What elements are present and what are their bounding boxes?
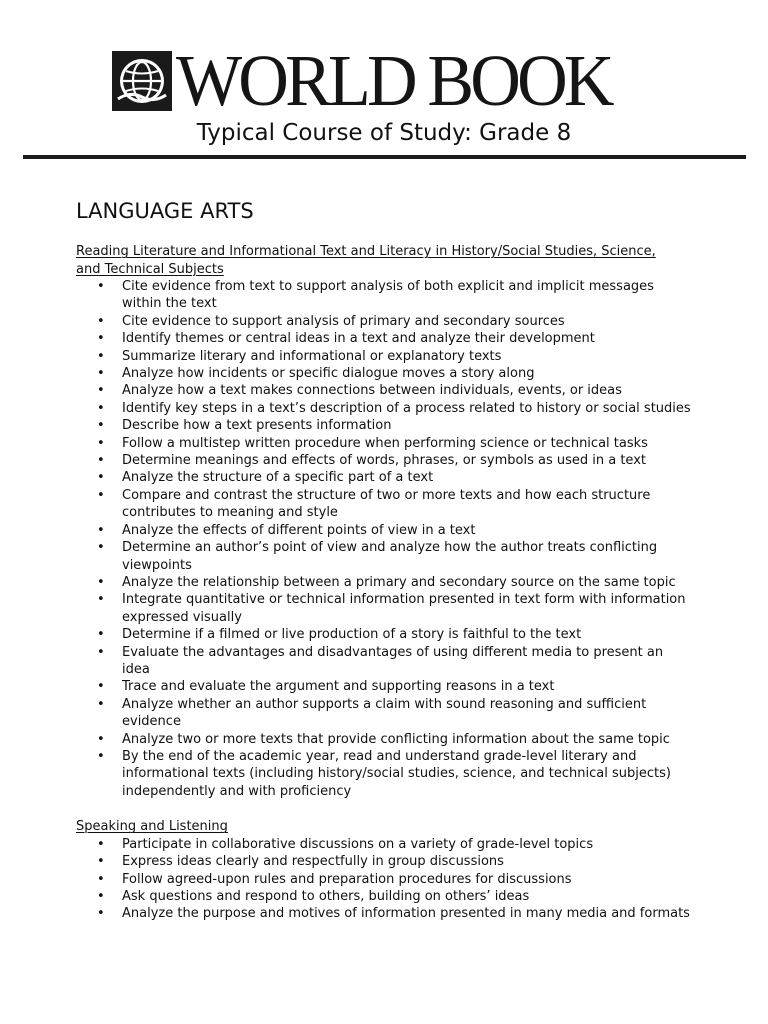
course-content	[76, 196, 696, 923]
globe-icon	[112, 51, 172, 111]
list-item: • Ask questions and respond to others, building on others’ ideas	[76, 888, 692, 905]
list-item: • Follow agreed-upon rules and preparation procedures for discussions	[76, 871, 692, 888]
page-header	[0, 0, 768, 160]
section-title: LANGUAGE ARTS	[76, 199, 254, 223]
list-item: • By the end of the academic year, read and understand grade-level literary and informational texts (including history/social studies, science, and technical subjects) independently and with proficiency	[76, 748, 692, 800]
reading-heading: Reading Literature and Informational Text and Literacy in History/Social Studies, Science, and Technical Subjects	[76, 244, 656, 277]
list-item: • Analyze the structure of a specific part of a text	[76, 469, 692, 486]
list-item: • Determine an author’s point of view and analyze how the author treats conflicting viewpoints	[76, 539, 692, 574]
list-item: • Analyze two or more texts that provide conflicting information about the same topic	[76, 731, 692, 748]
logo-wordmark: WORLD BOOK	[176, 40, 611, 121]
reading-list	[76, 278, 696, 800]
list-item: • Follow a multistep written procedure when performing science or technical tasks	[76, 435, 692, 452]
world-book-logo	[112, 40, 657, 121]
section-spacer	[76, 800, 696, 818]
list-item: • Analyze how incidents or specific dialogue moves a story along	[76, 365, 692, 382]
list-item: • Trace and evaluate the argument and supporting reasons in a text	[76, 678, 692, 695]
speaking-heading: Speaking and Listening	[76, 819, 228, 835]
list-item: • Cite evidence from text to support analysis of both explicit and implicit messages within the text	[76, 278, 692, 313]
list-item: • Analyze the relationship between a primary and secondary source on the same topic	[76, 574, 692, 591]
list-item: • Determine meanings and effects of words, phrases, or symbols as used in a text	[76, 452, 692, 469]
list-item: • Analyze how a text makes connections between individuals, events, or ideas	[76, 382, 692, 399]
list-item: • Summarize literary and informational or explanatory texts	[76, 348, 692, 365]
list-item: • Describe how a text presents information	[76, 417, 692, 434]
list-item: • Analyze whether an author supports a claim with sound reasoning and sufficient evidence	[76, 696, 692, 731]
list-item: • Analyze the effects of different points of view in a text	[76, 522, 692, 539]
list-item: • Determine if a filmed or live production of a story is faithful to the text	[76, 626, 692, 643]
header-divider	[23, 155, 746, 159]
list-item: • Analyze the purpose and motives of information presented in many media and formats	[76, 905, 692, 922]
speaking-list	[76, 836, 696, 923]
list-item: • Participate in collaborative discussions on a variety of grade-level topics	[76, 836, 692, 853]
list-item: • Express ideas clearly and respectfully in group discussions	[76, 853, 692, 870]
list-item: • Cite evidence to support analysis of primary and secondary sources	[76, 313, 692, 330]
list-item: • Integrate quantitative or technical information presented in text form with information expressed visually	[76, 591, 692, 626]
list-item: • Compare and contrast the structure of two or more texts and how each structure contributes to meaning and style	[76, 487, 692, 522]
list-item: • Evaluate the advantages and disadvantages of using different media to present an idea	[76, 644, 692, 679]
list-item: • Identify key steps in a text’s description of a process related to history or social studies	[76, 400, 692, 417]
list-item: • Identify themes or central ideas in a text and analyze their development	[76, 330, 692, 347]
page-title: Typical Course of Study: Grade 8	[196, 120, 572, 146]
